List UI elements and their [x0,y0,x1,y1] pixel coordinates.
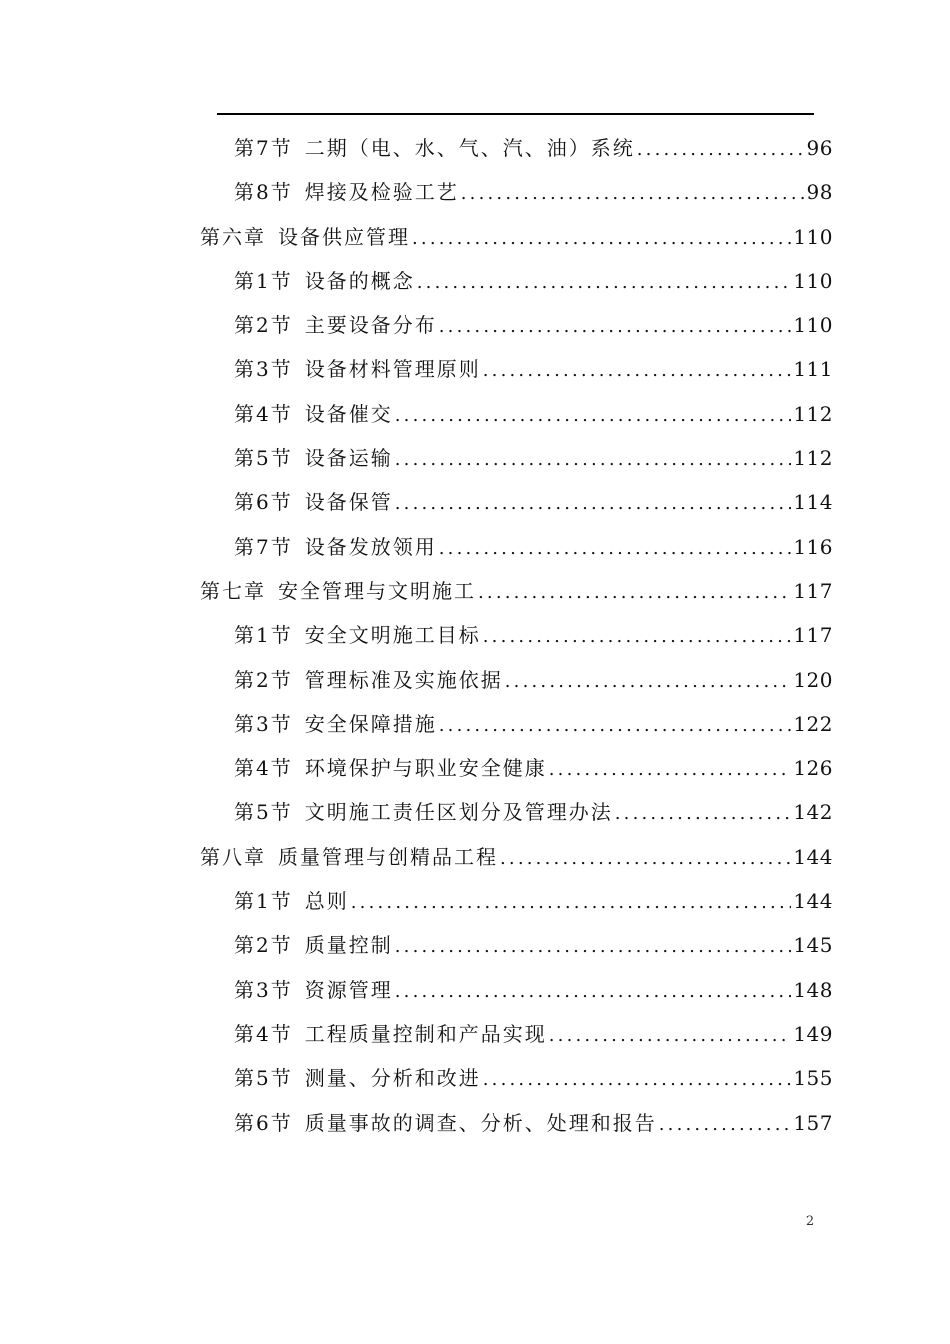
toc-entry-title: 文明施工责任区划分及管理办法 [304,800,613,825]
toc-entry-title: 设备运输 [304,446,393,471]
toc-entry-number: 第2节 [234,313,293,338]
toc-section-entry[interactable] [200,658,833,702]
toc-entry-page: 126 [793,756,833,781]
toc-dot-leader [461,172,805,214]
toc-entry-title: 二期（电、水、气、汽、油）系统 [304,136,635,160]
toc-entry-label [234,480,393,524]
toc-entry-label [234,1101,657,1145]
toc-entry-page: 110 [793,224,833,249]
toc-entry-number: 第2节 [234,667,293,692]
toc-entry-page: 145 [793,933,833,958]
toc-entry-number: 第6节 [234,1110,293,1135]
toc-dot-leader [637,128,805,170]
toc-chapter-entry[interactable] [200,215,833,259]
toc-entry-number: 第2节 [234,933,293,958]
toc-dot-leader [395,925,792,967]
toc-entry-number: 第六章 [200,224,266,249]
toc-section-entry[interactable] [200,347,833,391]
toc-dot-leader [412,217,791,259]
toc-entry-title: 质量事故的调查、分析、处理和报告 [304,1110,657,1135]
toc-entry-label [234,347,481,391]
toc-entry-label [234,968,393,1012]
toc-entry-label [234,613,481,657]
toc-dot-leader [549,1014,792,1056]
toc-dot-leader [483,615,792,657]
toc-entry-title: 质量管理与创精品工程 [278,844,498,869]
toc-entry-label [234,658,503,702]
toc-entry-page: 122 [793,711,833,736]
table-of-contents [200,126,833,1145]
toc-entry-page: 148 [793,977,833,1002]
toc-entry-number: 第3节 [234,711,293,736]
toc-entry-title: 安全管理与文明施工 [278,578,476,603]
toc-entry-page: 117 [793,623,833,648]
toc-section-entry[interactable] [200,702,833,746]
toc-entry-page: 117 [793,578,833,603]
toc-dot-leader [659,1103,792,1145]
toc-dot-leader [549,748,792,790]
toc-entry-title: 资源管理 [304,977,393,1002]
toc-entry-label [200,215,410,259]
toc-entry-title: 焊接及检验工艺 [304,180,459,205]
toc-entry-label [234,1056,481,1100]
toc-entry-page: 142 [793,800,833,825]
toc-dot-leader [505,660,792,702]
toc-entry-number: 第4节 [234,401,293,426]
toc-entry-number: 第1节 [234,889,293,914]
toc-chapter-entry[interactable] [200,569,833,613]
toc-entry-label [234,392,393,436]
toc-dot-leader [395,438,792,480]
toc-entry-title: 环境保护与职业安全健康 [304,756,547,781]
toc-entry-number: 第八章 [200,844,266,869]
toc-entry-number: 第4节 [234,1021,293,1046]
toc-dot-leader [351,881,792,923]
toc-entry-number: 第5节 [234,1066,293,1091]
toc-entry-title: 设备发放领用 [304,534,437,559]
toc-dot-leader [417,261,792,303]
toc-entry-page: 112 [793,401,833,426]
toc-entry-title: 设备催交 [304,401,393,426]
toc-entry-label [200,835,498,879]
toc-entry-number: 第5节 [234,446,293,471]
header-rule [217,113,814,115]
toc-section-entry[interactable] [200,525,833,569]
toc-entry-page: 98 [806,180,833,205]
toc-section-entry[interactable] [200,746,833,790]
toc-entry-title: 安全保障措施 [304,711,437,736]
toc-dot-leader [439,527,792,569]
toc-entry-label [234,923,393,967]
toc-entry-label [234,303,437,347]
toc-entry-page: 110 [793,268,833,293]
toc-entry-label [234,879,349,923]
toc-entry-page: 157 [793,1110,833,1135]
toc-entry-title: 质量控制 [304,933,393,958]
toc-entry-title: 测量、分析和改进 [304,1066,481,1091]
toc-entry-title: 设备的概念 [304,268,415,293]
toc-entry-label [234,259,415,303]
toc-entry-label [234,746,547,790]
toc-entry-number: 第8节 [234,180,293,205]
toc-dot-leader [483,349,792,391]
toc-section-entry[interactable] [200,1012,833,1056]
page-number: 2 [805,1214,815,1229]
toc-entry-number: 第5节 [234,800,293,825]
toc-entry-title: 设备供应管理 [278,224,410,249]
toc-dot-leader [500,837,791,879]
toc-entry-page: 111 [793,357,833,382]
toc-entry-title: 设备材料管理原则 [304,357,481,382]
toc-dot-leader [478,571,791,613]
toc-dot-leader [483,1058,792,1100]
toc-entry-page: 120 [793,667,833,692]
toc-entry-number: 第6节 [234,490,293,515]
toc-dot-leader [395,394,792,436]
toc-entry-number: 第七章 [200,578,266,603]
toc-entry-page: 116 [793,534,833,559]
toc-section-entry[interactable] [200,923,833,967]
toc-section-entry[interactable] [200,1101,833,1145]
toc-dot-leader [395,482,792,524]
toc-section-entry[interactable] [200,968,833,1012]
toc-section-entry[interactable] [200,259,833,303]
toc-entry-number: 第7节 [234,534,293,559]
toc-entry-number: 第7节 [234,136,293,160]
toc-section-entry[interactable] [200,436,833,480]
toc-entry-page: 144 [793,889,833,914]
toc-entry-label [200,569,476,613]
toc-entry-page: 114 [793,490,833,515]
toc-entry-page: 112 [793,446,833,471]
toc-entry-page: 155 [793,1066,833,1091]
toc-section-entry[interactable] [200,392,833,436]
toc-section-entry[interactable] [200,303,833,347]
toc-entry-number: 第3节 [234,357,293,382]
toc-section-entry[interactable] [200,613,833,657]
toc-entry-label [234,702,437,746]
toc-section-entry[interactable] [200,790,833,834]
toc-entry-label [234,1012,547,1056]
toc-dot-leader [395,970,792,1012]
toc-entry-number: 第1节 [234,623,293,648]
toc-dot-leader [615,792,792,834]
toc-entry-page: 149 [793,1021,833,1046]
toc-section-entry[interactable] [200,126,833,170]
toc-dot-leader [439,704,792,746]
toc-entry-number: 第4节 [234,756,293,781]
toc-entry-label [234,126,635,170]
toc-entry-page: 144 [793,844,833,869]
toc-section-entry[interactable] [200,480,833,524]
toc-section-entry[interactable] [200,879,833,923]
toc-entry-label [234,436,393,480]
toc-entry-title: 主要设备分布 [304,313,437,338]
toc-entry-title: 安全文明施工目标 [304,623,481,648]
toc-entry-label [234,170,459,214]
toc-entry-title: 总则 [304,889,349,914]
toc-entry-number: 第3节 [234,977,293,1002]
toc-chapter-entry[interactable] [200,835,833,879]
toc-section-entry[interactable] [200,170,833,214]
toc-entry-title: 工程质量控制和产品实现 [304,1021,547,1046]
toc-entry-number: 第1节 [234,268,293,293]
toc-entry-title: 设备保管 [304,490,393,515]
toc-entry-label [234,525,437,569]
toc-entry-label [234,790,613,834]
toc-dot-leader [439,305,792,347]
toc-entry-page: 110 [793,313,833,338]
toc-section-entry[interactable] [200,1056,833,1100]
toc-entry-page: 96 [806,136,833,160]
toc-entry-title: 管理标准及实施依据 [304,667,503,692]
